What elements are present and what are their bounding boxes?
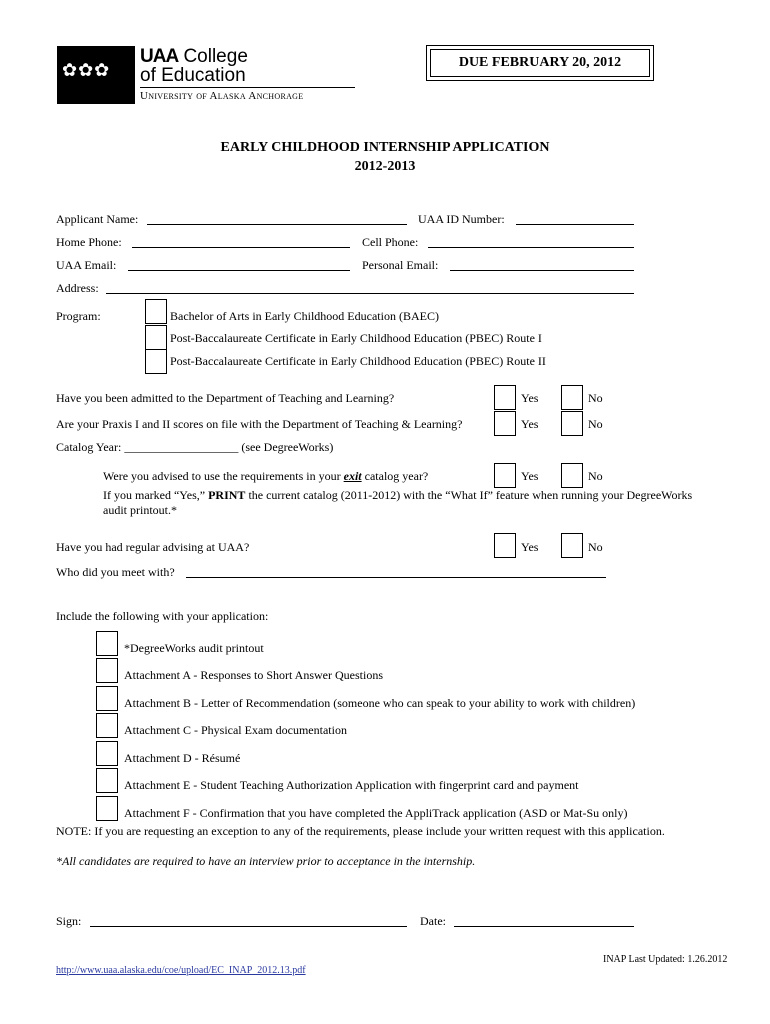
due-date-box: [426, 45, 654, 81]
praxis-yes-label: Yes: [521, 417, 539, 431]
personal-email-label: Personal Email:: [362, 258, 439, 272]
attachment-c: Attachment C - Physical Exam documentation: [124, 723, 347, 737]
program-option-baec: Bachelor of Arts in Early Childhood Education (BAEC): [170, 309, 439, 323]
date-field[interactable]: [454, 926, 634, 927]
note-text: NOTE: If you are requesting an exception to any of the requirements, please include your written request with this application.: [56, 824, 665, 838]
footer-url-link[interactable]: http://www.uaa.alaska.edu/coe/upload/EC_INAP_2012.13.pdf: [56, 965, 306, 976]
admitted-yes-checkbox[interactable]: [494, 385, 516, 410]
interview-note: *All candidates are required to have an interview prior to acceptance in the internship.: [56, 854, 476, 868]
home-phone-field[interactable]: [132, 247, 350, 248]
who-met-field[interactable]: [186, 577, 606, 578]
admitted-no-checkbox[interactable]: [561, 385, 583, 410]
logo-divider: [140, 87, 355, 88]
uaa-id-field[interactable]: [516, 224, 634, 225]
praxis-question: Are your Praxis I and II scores on file with the Department of Teaching & Learning?: [56, 417, 463, 431]
address-label: Address:: [56, 281, 99, 295]
program-label: Program:: [56, 309, 101, 323]
personal-email-field[interactable]: [450, 270, 634, 271]
applicant-name-field[interactable]: [147, 224, 407, 225]
due-date: DUE FEBRUARY 20, 2012: [430, 49, 650, 77]
attachment-d-checkbox[interactable]: [96, 741, 118, 766]
uaa-email-label: UAA Email:: [56, 258, 117, 272]
admitted-no-label: No: [588, 391, 603, 405]
advising-no-label: No: [588, 540, 603, 554]
program-baec-checkbox[interactable]: [145, 299, 167, 324]
catalog-year-field[interactable]: ___________________: [124, 440, 239, 454]
if-yes-instruction-line2: audit printout.*: [103, 503, 177, 517]
logo-of-education: of Education: [140, 65, 246, 86]
attachment-c-checkbox[interactable]: [96, 713, 118, 738]
advised-yes-checkbox[interactable]: [494, 463, 516, 488]
include-heading: Include the following with your application:: [56, 609, 269, 623]
sign-label: Sign:: [56, 914, 82, 928]
page-title: EARLY CHILDHOOD INTERNSHIP APPLICATION: [220, 140, 550, 155]
attachment-d: Attachment D - Résumé: [124, 751, 241, 765]
who-met-label: Who did you meet with?: [56, 565, 175, 579]
cell-phone-label: Cell Phone:: [362, 235, 419, 249]
address-field[interactable]: [106, 293, 634, 294]
if-yes-instruction: If you marked “Yes,” PRINT the current catalog (2011-2012) with the “What If” feature when running your DegreeWorks: [103, 488, 693, 502]
applicant-name-label: Applicant Name:: [56, 212, 139, 226]
attachment-a: Attachment A - Responses to Short Answer Questions: [124, 668, 383, 682]
advised-question: Were you advised to use the requirements in your exit catalog year?: [103, 469, 429, 483]
praxis-no-label: No: [588, 417, 603, 431]
program-pbec2-checkbox[interactable]: [145, 349, 167, 374]
attachment-b: Attachment B - Letter of Recommendation (someone who can speak to your ability to work with children): [124, 696, 636, 710]
advised-no-label: No: [588, 469, 603, 483]
catalog-year-label: Catalog Year: ___________________ (see DegreeWorks): [56, 440, 334, 454]
attachment-degreeworks: *DegreeWorks audit printout: [124, 641, 264, 655]
program-pbec1-checkbox[interactable]: [145, 325, 167, 350]
advised-no-checkbox[interactable]: [561, 463, 583, 488]
advising-yes-label: Yes: [521, 540, 539, 554]
footer-code: INAP Last Updated: 1.26.2012: [603, 954, 728, 965]
attachment-f-checkbox[interactable]: [96, 796, 118, 821]
praxis-no-checkbox[interactable]: [561, 411, 583, 436]
date-label: Date:: [420, 914, 446, 928]
page-year: 2012-2013: [354, 159, 416, 174]
uaa-email-field[interactable]: [128, 270, 350, 271]
sign-field[interactable]: [90, 926, 407, 927]
attachment-a-checkbox[interactable]: [96, 658, 118, 683]
praxis-yes-checkbox[interactable]: [494, 411, 516, 436]
attachment-f: Attachment F - Confirmation that you have completed the AppliTrack application (ASD or Mat-Su only): [124, 806, 628, 820]
program-option-pbec1: Post-Baccalaureate Certificate in Early Childhood Education (PBEC) Route I: [170, 331, 542, 345]
program-option-pbec2: Post-Baccalaureate Certificate in Early Childhood Education (PBEC) Route II: [170, 354, 546, 368]
attachment-e-checkbox[interactable]: [96, 768, 118, 793]
logo-uaa-college: UAA College: [140, 46, 248, 67]
uaa-id-label: UAA ID Number:: [418, 212, 505, 226]
logo-university: University of Alaska Anchorage: [140, 90, 304, 102]
flower-icon: ✿✿✿: [62, 60, 111, 81]
attachment-b-checkbox[interactable]: [96, 686, 118, 711]
cell-phone-field[interactable]: [428, 247, 634, 248]
advised-yes-label: Yes: [521, 469, 539, 483]
attachment-degreeworks-checkbox[interactable]: [96, 631, 118, 656]
attachment-e: Attachment E - Student Teaching Authorization Application with fingerprint card and payment: [124, 778, 579, 792]
advising-no-checkbox[interactable]: [561, 533, 583, 558]
advising-yes-checkbox[interactable]: [494, 533, 516, 558]
regular-advising-question: Have you had regular advising at UAA?: [56, 540, 250, 554]
home-phone-label: Home Phone:: [56, 235, 122, 249]
admitted-question: Have you been admitted to the Department of Teaching and Learning?: [56, 391, 395, 405]
admitted-yes-label: Yes: [521, 391, 539, 405]
